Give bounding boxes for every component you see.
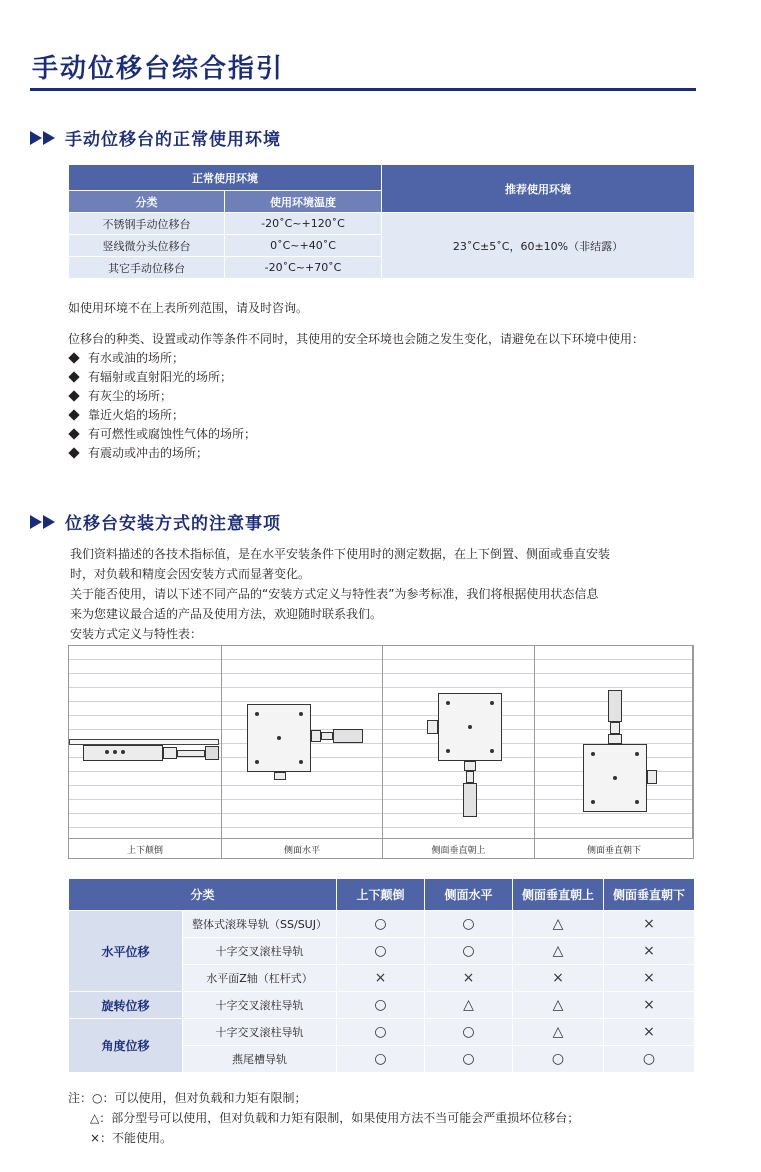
legend-note: 注：○：可以使用，但对负载和力矩有限制； [68, 1091, 307, 1105]
symbol-cell: × [604, 911, 695, 938]
diamond-bullet-icon [68, 409, 79, 420]
symbol-cell: ○ [425, 938, 513, 965]
vertical-down-illustration [535, 646, 693, 838]
symbol-cell: ○ [337, 1019, 425, 1046]
diagram-label: 上下颠倒 [69, 839, 222, 859]
legend-note: ×：不能使用。 [90, 1131, 173, 1145]
env-category-cell: 不锈钢手动位移台 [69, 213, 225, 235]
table-header: 分类 [69, 879, 337, 911]
env-temp-cell: -20˚C~+120˚C [225, 213, 382, 235]
category-header: 分类 [69, 191, 225, 213]
upside-down-illustration [69, 646, 222, 838]
install-para3: 安装方式定义与特性表： [70, 627, 203, 641]
table-row [69, 911, 695, 938]
guide-type-cell: 水平面Z轴（杠杆式） [183, 965, 337, 992]
page-title: 手动位移台综合指引 [32, 54, 285, 84]
recommended-header: 推荐使用环境 [382, 165, 695, 213]
symbol-cell: × [604, 1019, 695, 1046]
env-category-cell: 竖线微分头位移台 [69, 235, 225, 257]
list-item: 有灰尘的场所； [68, 386, 256, 405]
mounting-diagram [68, 645, 694, 859]
symbol-cell: ○ [337, 1046, 425, 1073]
mounting-characteristics-table [68, 878, 695, 1073]
double-arrow-icon [30, 515, 55, 529]
table-header: 侧面垂直朝下 [604, 879, 695, 911]
list-item: 有震动或冲击的场所； [68, 443, 256, 462]
diamond-bullet-icon [68, 447, 79, 458]
env-temp-cell: 0˚C~+40˚C [225, 235, 382, 257]
avoid-intro: 位移台的种类、设置或动作等条件不同时，其使用的安全环境也会随之发生变化，请避免在以下环境中使用： [68, 332, 645, 346]
symbol-cell: ○ [425, 1046, 513, 1073]
diagram-label-row [69, 838, 693, 859]
table-row [69, 1019, 695, 1046]
diagram-label: 侧面垂直朝上 [383, 839, 535, 859]
recommended-env-cell: 23˚C±5˚C，60±10%（非结露） [382, 213, 695, 279]
section1-heading [30, 125, 281, 150]
install-para2-line2: 来为您建议最合适的产品及使用方法，欢迎随时联系我们。 [70, 607, 383, 621]
consult-note: 如使用环境不在上表所列范围，请及时咨询。 [68, 301, 309, 315]
symbol-cell: ○ [425, 911, 513, 938]
double-arrow-icon [30, 131, 55, 145]
vertical-up-illustration [383, 646, 535, 838]
table-header: 侧面垂直朝上 [513, 879, 604, 911]
diamond-bullet-icon [68, 371, 79, 382]
table-header: 上下颠倒 [337, 879, 425, 911]
symbol-cell: △ [513, 911, 604, 938]
diamond-bullet-icon [68, 390, 79, 401]
list-item: 有辐射或直射阳光的场所； [68, 367, 256, 386]
symbol-cell: ○ [425, 1019, 513, 1046]
symbol-cell: × [604, 965, 695, 992]
legend-notes [68, 1088, 579, 1148]
guide-type-cell: 整体式滚珠导轨（SS/SUJ） [183, 911, 337, 938]
diagram-label: 侧面垂直朝下 [586, 845, 641, 856]
install-notes [70, 544, 696, 644]
symbol-cell: ○ [337, 938, 425, 965]
category-cell: 旋转位移 [69, 992, 183, 1019]
category-cell: 水平位移 [69, 911, 183, 992]
temperature-header: 使用环境温度 [225, 191, 382, 213]
symbol-cell: △ [513, 938, 604, 965]
category-cell: 角度位移 [69, 1019, 183, 1073]
list-item: 有可燃性或腐蚀性气体的场所； [68, 424, 256, 443]
install-para1-line1: 我们资料描述的各技术指标值，是在水平安装条件下使用时的测定数据，在上下倒置、侧面或垂直安装 [70, 547, 611, 561]
symbol-cell: ○ [513, 1046, 604, 1073]
install-para1-line2: 时，对负载和精度会因安装方式而显著变化。 [70, 567, 311, 581]
table-row [69, 992, 695, 1019]
section1-heading-label: 手动位移台的正常使用环境 [65, 130, 281, 150]
list-item: 靠近火焰的场所； [68, 405, 256, 424]
symbol-cell: △ [513, 992, 604, 1019]
table-header: 侧面水平 [425, 879, 513, 911]
symbol-cell: × [513, 965, 604, 992]
list-item: 有水或油的场所； [68, 348, 256, 367]
guide-type-cell: 十字交叉滚柱导轨 [183, 1019, 337, 1046]
symbol-cell: ○ [604, 1046, 695, 1073]
symbol-cell: △ [425, 992, 513, 1019]
diagram-label: 侧面水平 [222, 839, 383, 859]
symbol-cell: △ [513, 1019, 604, 1046]
env-category-cell: 其它手动位移台 [69, 257, 225, 279]
legend-note: △：部分型号可以使用，但对负载和力矩有限制，如果使用方法不当可能会严重损坏位移台； [90, 1111, 580, 1125]
diamond-bullet-icon [68, 352, 79, 363]
symbol-cell: × [604, 992, 695, 1019]
guide-type-cell: 十字交叉滚柱导轨 [183, 938, 337, 965]
symbol-cell: ○ [337, 911, 425, 938]
guide-type-cell: 十字交叉滚柱导轨 [183, 992, 337, 1019]
diamond-bullet-icon [68, 428, 79, 439]
symbol-cell: × [337, 965, 425, 992]
group-header: 正常使用环境 [69, 165, 382, 191]
symbol-cell: × [425, 965, 513, 992]
avoid-list [68, 348, 256, 462]
install-para2-line1: 关于能否使用，请以下述不同产品的“安装方式定义与特性表”为参考标准，我们将根据使用状态信息 [70, 587, 599, 601]
side-horizontal-illustration [222, 646, 383, 838]
section2-heading-label: 位移台安装方式的注意事项 [65, 514, 281, 534]
environment-table [68, 164, 695, 279]
symbol-cell: × [604, 938, 695, 965]
guide-type-cell: 燕尾槽导轨 [183, 1046, 337, 1073]
section2-heading [30, 509, 281, 534]
env-temp-cell: -20˚C~+70˚C [225, 257, 382, 279]
symbol-cell: ○ [337, 992, 425, 1019]
title-divider [30, 88, 696, 91]
